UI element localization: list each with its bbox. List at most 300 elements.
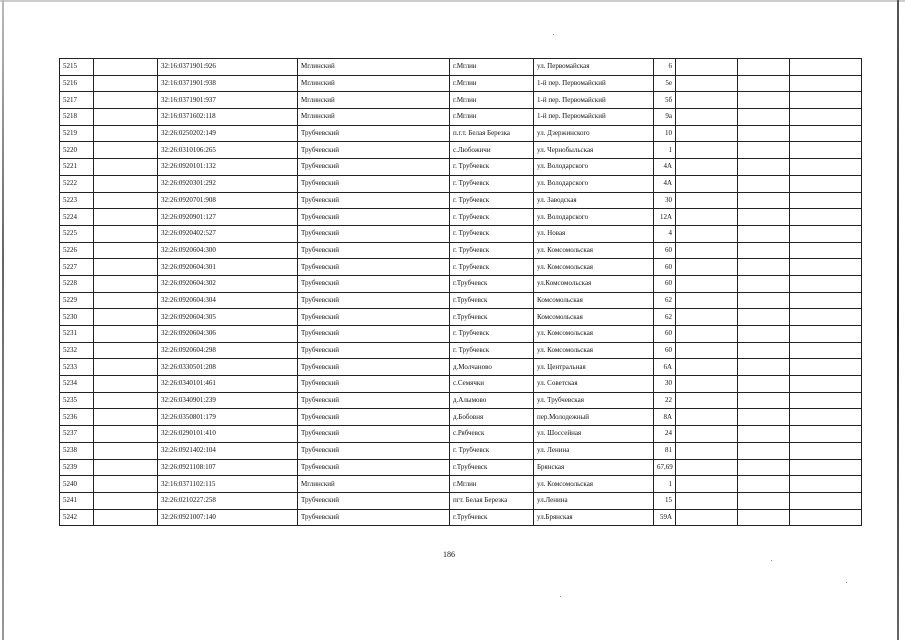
- cell-empty: [676, 492, 738, 509]
- cell-empty: [676, 259, 738, 276]
- cell-house: 30: [654, 376, 676, 393]
- cell-empty: [94, 192, 158, 209]
- table-row: [60, 459, 862, 476]
- cell-house: 67,69: [654, 459, 676, 476]
- cell-empty: [676, 175, 738, 192]
- cell-house: 5б: [654, 92, 676, 109]
- table-row: [60, 409, 862, 426]
- cell-settlement: г.Трубчевск: [450, 292, 534, 309]
- cell-empty: [94, 109, 158, 126]
- cell-empty: [790, 159, 862, 176]
- cell-cadastral-number: 32:26:0921007:140: [158, 509, 298, 526]
- cell-street: Комсомольская: [534, 292, 654, 309]
- table-row: [60, 309, 862, 326]
- cell-house: 60: [654, 259, 676, 276]
- cell-empty: [790, 275, 862, 292]
- cell-settlement: пгт. Белая Березка: [450, 492, 534, 509]
- cell-district: Мглинский: [298, 109, 450, 126]
- cell-empty: [790, 326, 862, 343]
- cell-cadastral-number: 32:26:0920604:304: [158, 292, 298, 309]
- cell-cadastral-number: 32:26:0310106:265: [158, 142, 298, 159]
- cell-street: ул. Володарского: [534, 209, 654, 226]
- cell-empty: [738, 142, 790, 159]
- scan-speck: [771, 560, 772, 561]
- cell-empty: [790, 392, 862, 409]
- cell-empty: [94, 476, 158, 493]
- cell-empty: [94, 442, 158, 459]
- cell-number: 5235: [60, 392, 94, 409]
- cell-cadastral-number: 32:26:0210227:258: [158, 492, 298, 509]
- table-row: [60, 376, 862, 393]
- cell-empty: [790, 509, 862, 526]
- cell-cadastral-number: 32:26:0920901:127: [158, 209, 298, 226]
- cell-empty: [676, 309, 738, 326]
- cell-house: 9а: [654, 109, 676, 126]
- cell-empty: [676, 209, 738, 226]
- table-row: [60, 209, 862, 226]
- cell-street: ул. Новая: [534, 225, 654, 242]
- cell-cadastral-number: 32:26:0920604:306: [158, 326, 298, 343]
- cell-settlement: д.Алымово: [450, 392, 534, 409]
- cell-street: ул.Комсомольская: [534, 275, 654, 292]
- cell-street: ул. Володарского: [534, 175, 654, 192]
- cell-number: 5217: [60, 92, 94, 109]
- cell-house: 30: [654, 192, 676, 209]
- cell-cadastral-number: 32:16:0371901:937: [158, 92, 298, 109]
- cell-district: Трубчевский: [298, 192, 450, 209]
- cell-empty: [738, 309, 790, 326]
- cell-street: Комсомольская: [534, 309, 654, 326]
- cell-settlement: г. Трубчевск: [450, 192, 534, 209]
- cell-settlement: д.Молчаново: [450, 359, 534, 376]
- cell-empty: [738, 225, 790, 242]
- cell-district: Трубчевский: [298, 376, 450, 393]
- cell-settlement: г. Трубчевск: [450, 326, 534, 343]
- cell-empty: [790, 476, 862, 493]
- cell-district: Трубчевский: [298, 259, 450, 276]
- cell-settlement: г.Мглин: [450, 109, 534, 126]
- register-body: [60, 59, 862, 526]
- cell-settlement: г.Мглин: [450, 92, 534, 109]
- cell-empty: [738, 392, 790, 409]
- cell-empty: [676, 359, 738, 376]
- table-row: [60, 275, 862, 292]
- cell-cadastral-number: 32:26:0350801:179: [158, 409, 298, 426]
- cell-settlement: г. Трубчевск: [450, 159, 534, 176]
- cell-empty: [676, 292, 738, 309]
- cell-number: 5231: [60, 326, 94, 343]
- cell-settlement: с.Рябчевск: [450, 426, 534, 443]
- cell-empty: [94, 376, 158, 393]
- table-row: [60, 359, 862, 376]
- cell-number: 5230: [60, 309, 94, 326]
- cell-empty: [94, 459, 158, 476]
- cell-number: 5221: [60, 159, 94, 176]
- cell-district: Трубчевский: [298, 326, 450, 343]
- cell-empty: [94, 75, 158, 92]
- cell-cadastral-number: 32:26:0340101:461: [158, 376, 298, 393]
- cell-empty: [790, 292, 862, 309]
- cell-empty: [790, 59, 862, 76]
- table-row: [60, 476, 862, 493]
- cell-cadastral-number: 32:26:0290101:410: [158, 426, 298, 443]
- cell-empty: [790, 259, 862, 276]
- table-row: [60, 225, 862, 242]
- cell-empty: [676, 426, 738, 443]
- cell-number: 5222: [60, 175, 94, 192]
- cell-empty: [676, 376, 738, 393]
- table-row: [60, 492, 862, 509]
- cell-number: 5224: [60, 209, 94, 226]
- cell-settlement: г.Мглин: [450, 476, 534, 493]
- cell-street: 1-й пер. Первомайский: [534, 92, 654, 109]
- register-table: [59, 58, 862, 526]
- cell-empty: [738, 209, 790, 226]
- cell-cadastral-number: 32:26:0920402:527: [158, 225, 298, 242]
- cell-empty: [790, 309, 862, 326]
- cell-empty: [738, 509, 790, 526]
- cell-empty: [94, 259, 158, 276]
- cell-house: 81: [654, 442, 676, 459]
- cell-district: Трубчевский: [298, 342, 450, 359]
- cell-number: 5237: [60, 426, 94, 443]
- cell-empty: [790, 376, 862, 393]
- cell-empty: [790, 92, 862, 109]
- cell-empty: [676, 192, 738, 209]
- cell-house: 4А: [654, 159, 676, 176]
- cell-empty: [738, 459, 790, 476]
- cell-street: Брянская: [534, 459, 654, 476]
- cell-settlement: г. Трубчевск: [450, 342, 534, 359]
- cell-empty: [790, 459, 862, 476]
- cell-number: 5236: [60, 409, 94, 426]
- cell-house: 60: [654, 275, 676, 292]
- cell-district: Мглинский: [298, 75, 450, 92]
- cell-house: 60: [654, 342, 676, 359]
- cell-number: 5225: [60, 225, 94, 242]
- cell-empty: [676, 142, 738, 159]
- cell-empty: [790, 225, 862, 242]
- cell-settlement: г.Мглин: [450, 59, 534, 76]
- cell-settlement: с.Семячки: [450, 376, 534, 393]
- cell-settlement: г. Трубчевск: [450, 209, 534, 226]
- cell-street: 1-й пер. Первомайский: [534, 75, 654, 92]
- cell-empty: [738, 59, 790, 76]
- cell-empty: [738, 376, 790, 393]
- cell-empty: [790, 75, 862, 92]
- cell-cadastral-number: 32:16:0371602:118: [158, 109, 298, 126]
- cell-empty: [676, 442, 738, 459]
- cell-empty: [790, 492, 862, 509]
- cell-settlement: г.Трубчевск: [450, 459, 534, 476]
- cell-settlement: с.Любожичи: [450, 142, 534, 159]
- cell-street: ул. Комсомольская: [534, 342, 654, 359]
- cell-empty: [94, 225, 158, 242]
- cell-district: Трубчевский: [298, 292, 450, 309]
- cell-cadastral-number: 32:26:0920701:908: [158, 192, 298, 209]
- cell-empty: [94, 292, 158, 309]
- cell-number: 5240: [60, 476, 94, 493]
- table-row: [60, 326, 862, 343]
- cell-empty: [738, 409, 790, 426]
- cell-district: Трубчевский: [298, 159, 450, 176]
- cell-empty: [790, 442, 862, 459]
- cell-empty: [94, 309, 158, 326]
- cell-house: 4А: [654, 175, 676, 192]
- cell-district: Трубчевский: [298, 509, 450, 526]
- cell-district: Трубчевский: [298, 225, 450, 242]
- cell-house: 24: [654, 426, 676, 443]
- table-row: [60, 426, 862, 443]
- table-row: [60, 59, 862, 76]
- cell-cadastral-number: 32:16:0371102:115: [158, 476, 298, 493]
- cell-empty: [94, 242, 158, 259]
- cell-street: ул.Брянская: [534, 509, 654, 526]
- cell-empty: [738, 159, 790, 176]
- cell-street: ул. Дзержинского: [534, 125, 654, 142]
- cell-cadastral-number: 32:26:0920301:292: [158, 175, 298, 192]
- cell-cadastral-number: 32:26:0920101:132: [158, 159, 298, 176]
- scan-edge-right: [897, 0, 899, 640]
- cell-district: Мглинский: [298, 92, 450, 109]
- cell-empty: [94, 426, 158, 443]
- table-row: [60, 242, 862, 259]
- cell-street: ул. Чернобыльская: [534, 142, 654, 159]
- cell-number: 5232: [60, 342, 94, 359]
- cell-empty: [738, 175, 790, 192]
- cell-cadastral-number: 32:26:0920604:298: [158, 342, 298, 359]
- cell-settlement: г. Трубчевск: [450, 225, 534, 242]
- cell-street: ул. Первомайская: [534, 59, 654, 76]
- cell-house: 5е: [654, 75, 676, 92]
- cell-number: 5216: [60, 75, 94, 92]
- cell-empty: [738, 192, 790, 209]
- cell-street: ул. Ленина: [534, 442, 654, 459]
- cell-empty: [738, 359, 790, 376]
- cell-district: Трубчевский: [298, 409, 450, 426]
- cell-empty: [790, 342, 862, 359]
- cell-cadastral-number: 32:26:0330501:208: [158, 359, 298, 376]
- page-number: 186: [443, 550, 455, 559]
- cell-number: 5239: [60, 459, 94, 476]
- cell-house: 10: [654, 125, 676, 142]
- cell-empty: [738, 476, 790, 493]
- cell-settlement: п.г.т. Белая Березка: [450, 125, 534, 142]
- table-row: [60, 342, 862, 359]
- cell-empty: [738, 442, 790, 459]
- cell-number: 5242: [60, 509, 94, 526]
- cell-house: 4: [654, 225, 676, 242]
- cell-number: 5234: [60, 376, 94, 393]
- cell-number: 5229: [60, 292, 94, 309]
- cell-empty: [94, 92, 158, 109]
- cell-empty: [94, 275, 158, 292]
- cell-cadastral-number: 32:26:0921402:104: [158, 442, 298, 459]
- cell-district: Трубчевский: [298, 442, 450, 459]
- cell-number: 5233: [60, 359, 94, 376]
- cell-empty: [676, 275, 738, 292]
- cell-empty: [790, 125, 862, 142]
- cell-cadastral-number: 32:26:0920604:305: [158, 309, 298, 326]
- cell-house: 60: [654, 242, 676, 259]
- cell-street: ул. Комсомольская: [534, 326, 654, 343]
- cell-cadastral-number: 32:26:0920604:302: [158, 275, 298, 292]
- cell-house: 60: [654, 326, 676, 343]
- cell-district: Трубчевский: [298, 209, 450, 226]
- cell-empty: [790, 359, 862, 376]
- table-row: [60, 125, 862, 142]
- cell-number: 5238: [60, 442, 94, 459]
- table-row: [60, 159, 862, 176]
- cell-house: 1: [654, 476, 676, 493]
- cell-empty: [676, 476, 738, 493]
- table-row: [60, 392, 862, 409]
- cell-settlement: г. Трубчевск: [450, 175, 534, 192]
- cell-empty: [94, 159, 158, 176]
- cell-settlement: г. Трубчевск: [450, 259, 534, 276]
- cell-district: Трубчевский: [298, 426, 450, 443]
- cell-cadastral-number: 32:26:0340901:239: [158, 392, 298, 409]
- cell-empty: [94, 59, 158, 76]
- cell-cadastral-number: 32:16:0371901:926: [158, 59, 298, 76]
- scan-speck: [553, 34, 554, 35]
- cell-house: 12А: [654, 209, 676, 226]
- cell-empty: [94, 409, 158, 426]
- table-row: [60, 259, 862, 276]
- cell-street: пер.Молодежный: [534, 409, 654, 426]
- cell-street: ул. Трубчевская: [534, 392, 654, 409]
- cell-empty: [676, 409, 738, 426]
- cell-house: 1: [654, 142, 676, 159]
- cell-empty: [738, 426, 790, 443]
- cell-settlement: г. Трубчевск: [450, 242, 534, 259]
- table-row: [60, 442, 862, 459]
- cell-house: 59А: [654, 509, 676, 526]
- cell-number: 5220: [60, 142, 94, 159]
- table-row: [60, 292, 862, 309]
- cell-district: Трубчевский: [298, 242, 450, 259]
- cell-district: Трубчевский: [298, 142, 450, 159]
- cell-empty: [676, 109, 738, 126]
- cell-empty: [94, 492, 158, 509]
- cell-empty: [738, 125, 790, 142]
- cell-district: Трубчевский: [298, 275, 450, 292]
- cell-empty: [790, 209, 862, 226]
- cell-district: Трубчевский: [298, 309, 450, 326]
- cell-district: Мглинский: [298, 476, 450, 493]
- scan-edge-top: [0, 0, 905, 2]
- cell-empty: [738, 275, 790, 292]
- cell-settlement: г. Трубчевск: [450, 442, 534, 459]
- cell-empty: [738, 109, 790, 126]
- cell-empty: [94, 209, 158, 226]
- cell-empty: [94, 509, 158, 526]
- cell-district: Трубчевский: [298, 175, 450, 192]
- cell-number: 5227: [60, 259, 94, 276]
- cell-district: Трубчевский: [298, 392, 450, 409]
- cell-empty: [738, 492, 790, 509]
- cell-street: ул. Центральная: [534, 359, 654, 376]
- cell-district: Трубчевский: [298, 492, 450, 509]
- cell-empty: [790, 409, 862, 426]
- cell-settlement: д.Бобовня: [450, 409, 534, 426]
- cell-empty: [676, 459, 738, 476]
- cell-empty: [676, 59, 738, 76]
- cell-house: 15: [654, 492, 676, 509]
- cell-empty: [94, 326, 158, 343]
- cell-settlement: г.Трубчевск: [450, 275, 534, 292]
- cell-cadastral-number: 32:26:0920604:301: [158, 259, 298, 276]
- table-row: [60, 192, 862, 209]
- cell-empty: [790, 109, 862, 126]
- cell-street: 1-й пер. Первомайский: [534, 109, 654, 126]
- cell-empty: [738, 342, 790, 359]
- cell-house: 22: [654, 392, 676, 409]
- cell-empty: [94, 359, 158, 376]
- cell-empty: [790, 175, 862, 192]
- cell-house: 62: [654, 309, 676, 326]
- cell-empty: [790, 426, 862, 443]
- cell-empty: [790, 142, 862, 159]
- cell-empty: [94, 142, 158, 159]
- table-row: [60, 175, 862, 192]
- cell-number: 5241: [60, 492, 94, 509]
- cell-number: 5218: [60, 109, 94, 126]
- cell-district: Трубчевский: [298, 359, 450, 376]
- scan-speck: [846, 582, 847, 583]
- cell-cadastral-number: 32:26:0250202:149: [158, 125, 298, 142]
- cell-number: 5219: [60, 125, 94, 142]
- cell-district: Трубчевский: [298, 125, 450, 142]
- cell-street: ул.Ленина: [534, 492, 654, 509]
- cell-settlement: г.Мглин: [450, 75, 534, 92]
- cell-empty: [738, 92, 790, 109]
- table-row: [60, 142, 862, 159]
- cell-cadastral-number: 32:26:0920604:300: [158, 242, 298, 259]
- cell-empty: [676, 159, 738, 176]
- cell-street: ул. Володарского: [534, 159, 654, 176]
- cell-street: ул. Шоссейная: [534, 426, 654, 443]
- table-row: [60, 75, 862, 92]
- cell-empty: [676, 225, 738, 242]
- cell-cadastral-number: 32:26:0921108:107: [158, 459, 298, 476]
- cell-district: Мглинский: [298, 59, 450, 76]
- cell-settlement: г.Трубчевск: [450, 509, 534, 526]
- cell-street: ул. Комсомольская: [534, 259, 654, 276]
- cell-settlement: г.Трубчевск: [450, 309, 534, 326]
- cell-number: 5226: [60, 242, 94, 259]
- cell-empty: [738, 292, 790, 309]
- cell-empty: [676, 242, 738, 259]
- table-row: [60, 92, 862, 109]
- cell-empty: [94, 392, 158, 409]
- cell-empty: [738, 259, 790, 276]
- cell-house: 8А: [654, 409, 676, 426]
- cell-number: 5223: [60, 192, 94, 209]
- scan-speck: [560, 596, 561, 597]
- cell-empty: [94, 342, 158, 359]
- cell-house: 6: [654, 59, 676, 76]
- table-row: [60, 509, 862, 526]
- cell-number: 5215: [60, 59, 94, 76]
- cell-number: 5228: [60, 275, 94, 292]
- scan-edge-left: [2, 0, 4, 640]
- cell-empty: [738, 75, 790, 92]
- cell-empty: [738, 326, 790, 343]
- cell-empty: [676, 92, 738, 109]
- cell-street: ул. Комсомольская: [534, 242, 654, 259]
- cell-empty: [738, 242, 790, 259]
